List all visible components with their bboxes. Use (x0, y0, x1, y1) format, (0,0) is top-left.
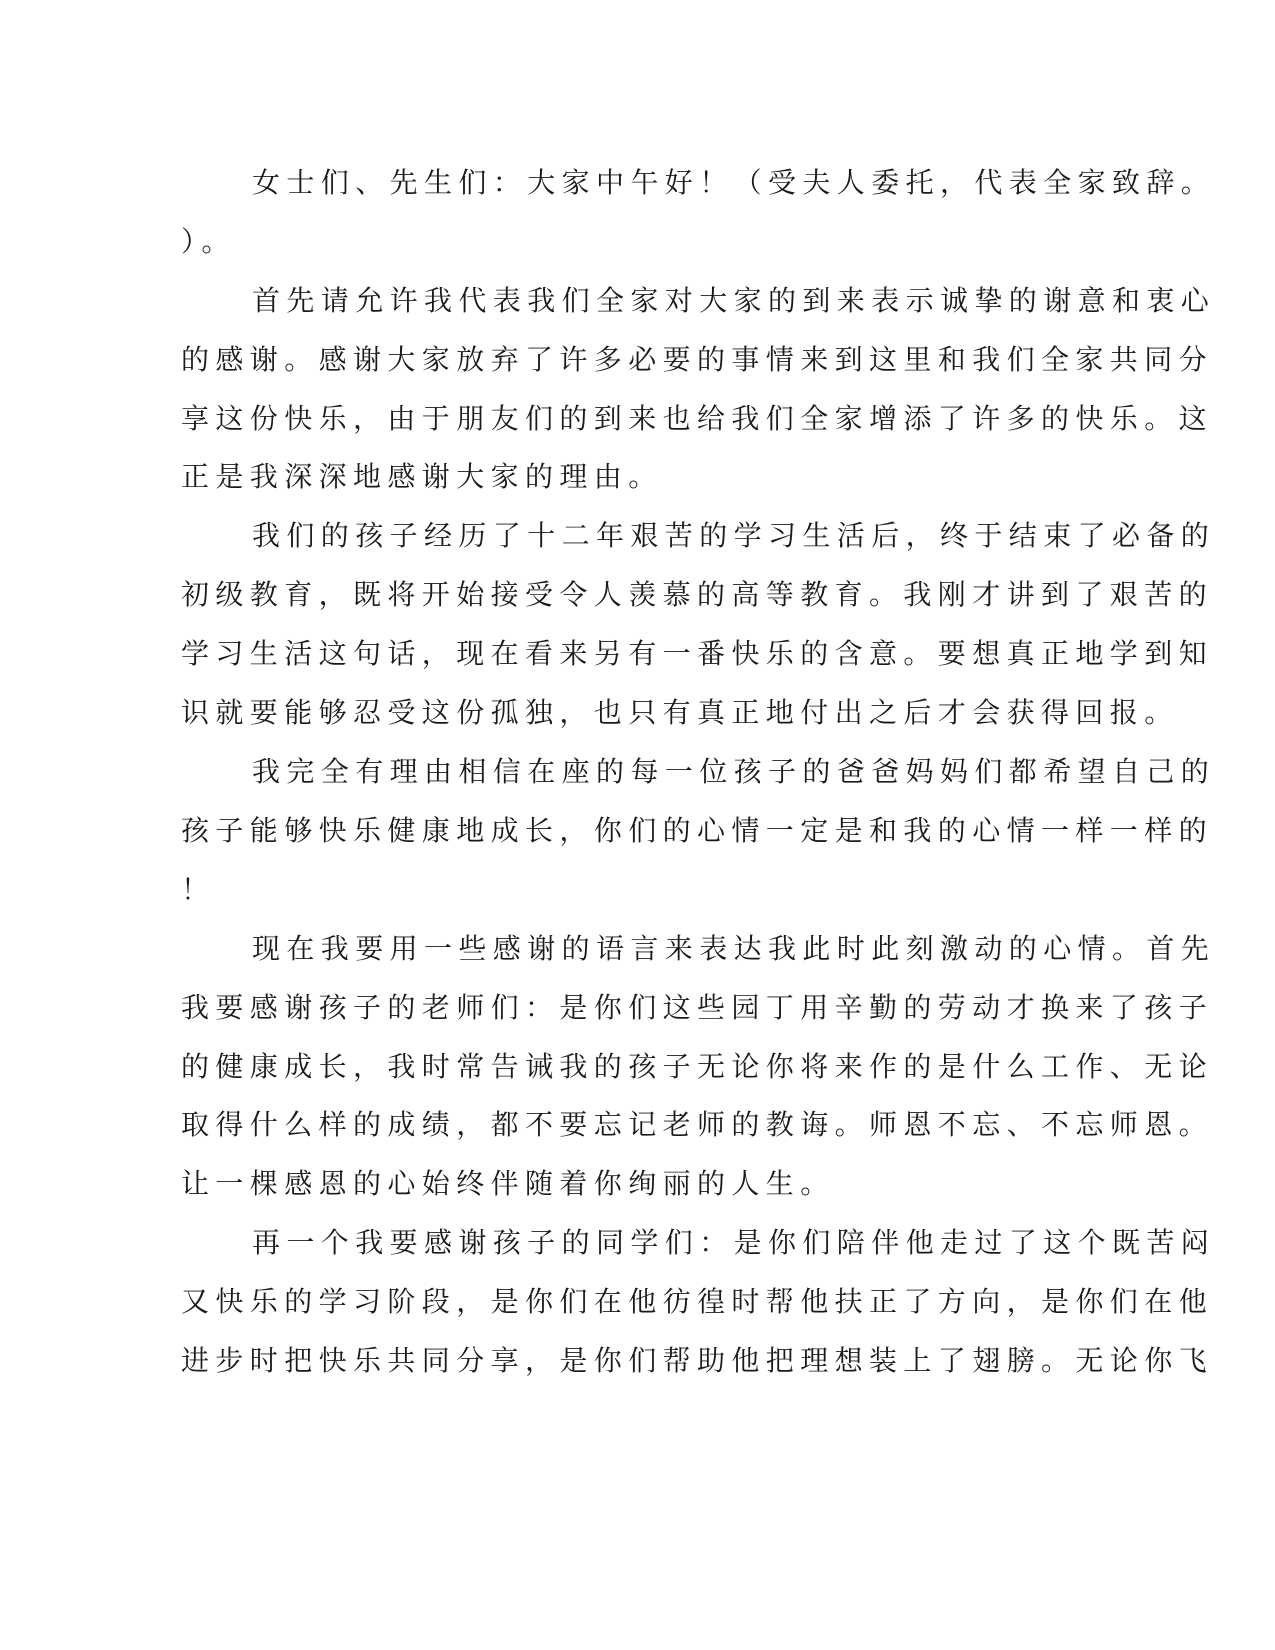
paragraph-child-study-line-4: 识就要能够忍受这份孤独，也只有真正地付出之后才会获得回报。 (181, 696, 1179, 729)
paragraph-classmates-line-1: 再一个我要感谢孩子的同学们：是你们陪伴他走过了这个既苦闷 (252, 1226, 1216, 1259)
paragraph-teachers-line-2: 我要感谢孩子的老师们：是你们这些园丁用辛勤的劳动才换来了孩子 (181, 991, 1214, 1024)
paragraph-greeting-line-2: ）。 (181, 225, 236, 258)
paragraph-teachers-line-4: 取得什么样的成绩，都不要忘记老师的教诲。师恩不忘、不忘师恩。 (181, 1108, 1214, 1141)
paragraph-classmates-line-3: 进步时把快乐共同分享，是你们帮助他把理想装上了翅膀。无论你飞 (181, 1344, 1214, 1377)
paragraph-child-study-line-1: 我们的孩子经历了十二年艰苦的学习生活后，终于结束了必备的 (252, 519, 1216, 552)
paragraph-parents-line-1: 我完全有理由相信在座的每一位孩子的爸爸妈妈们都希望自己的 (252, 755, 1216, 788)
paragraph-thanks-arrival-line-4: 正是我深深地感谢大家的理由。 (181, 460, 663, 493)
paragraph-parents-line-2: 孩子能够快乐健康地成长，你们的心情一定是和我的心情一样一样的 (181, 814, 1214, 847)
paragraph-teachers-line-1: 现在我要用一些感谢的语言来表达我此时此刻激动的心情。首先 (252, 932, 1216, 965)
paragraph-teachers-line-5: 让一棵感恩的心始终伴随着你绚丽的人生。 (181, 1167, 835, 1200)
paragraph-thanks-arrival-line-3: 享这份快乐，由于朋友们的到来也给我们全家增添了许多的快乐。这 (181, 402, 1214, 435)
paragraph-parents-line-3: ！ (181, 873, 216, 906)
paragraph-thanks-arrival-line-2: 的感谢。感谢大家放弃了许多必要的事情来到这里和我们全家共同分 (181, 343, 1214, 376)
paragraph-classmates-line-2: 又快乐的学习阶段，是你们在他彷徨时帮他扶正了方向，是你们在他 (181, 1285, 1214, 1318)
paragraph-child-study-line-2: 初级教育，既将开始接受令人羡慕的高等教育。我刚才讲到了艰苦的 (181, 578, 1214, 611)
paragraph-greeting-line-1: 女士们、先生们：大家中午好！（受夫人委托，代表全家致辞。 (252, 166, 1216, 199)
paragraph-teachers-line-3: 的健康成长，我时常告诫我的孩子无论你将来作的是什么工作、无论 (181, 1050, 1214, 1083)
paragraph-child-study-line-3: 学习生活这句话，现在看来另有一番快乐的含意。要想真正地学到知 (181, 637, 1214, 670)
paragraph-thanks-arrival-line-1: 首先请允许我代表我们全家对大家的到来表示诚挚的谢意和衷心 (252, 284, 1216, 317)
